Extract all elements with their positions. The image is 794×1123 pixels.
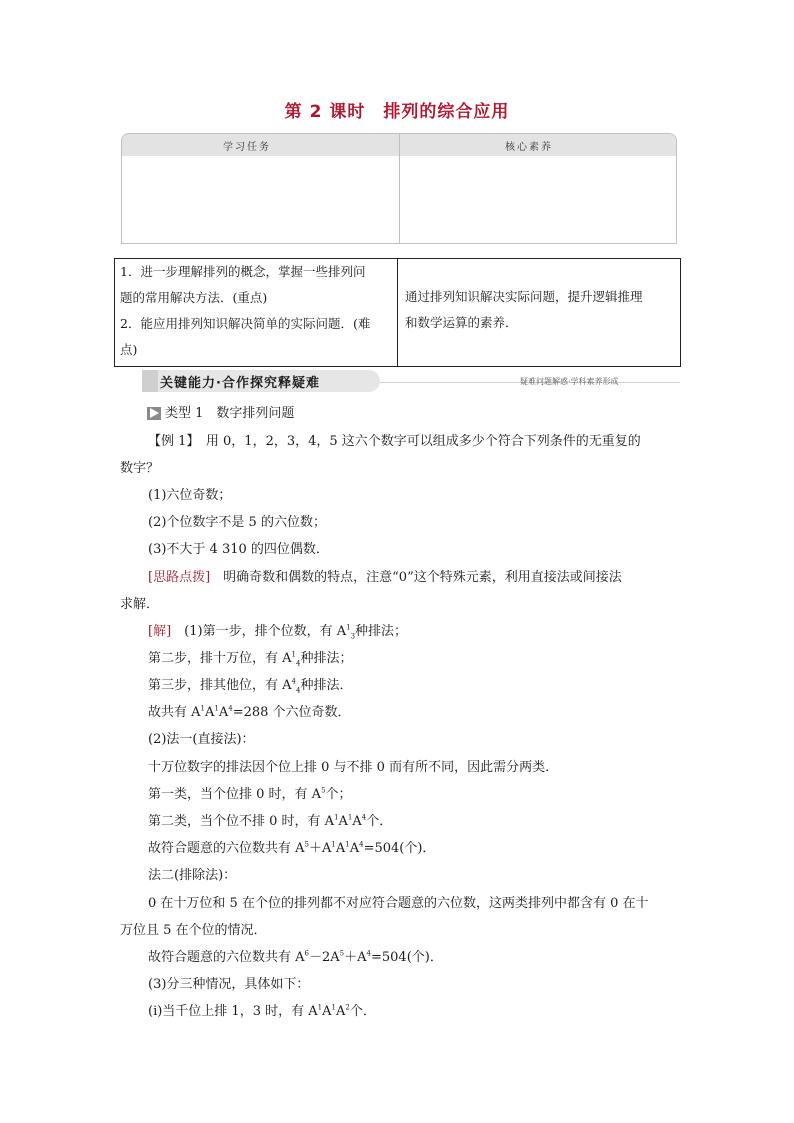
- superscript: 1: [317, 1003, 323, 1012]
- solution-text: =504(个)．: [371, 950, 443, 965]
- example-line: [148, 430, 641, 449]
- type-heading: [147, 402, 294, 421]
- goal-left-line: 点): [120, 342, 138, 357]
- superscript: 1: [347, 813, 353, 822]
- solution-text: 第二步，排十万位，有 A: [148, 651, 292, 666]
- header-col-core-literacy: 核心素养: [505, 142, 553, 153]
- solution-text: 个．: [366, 814, 393, 829]
- solution-line: 故符合题意的六位数共有 $A^6-2A^5+A^4=504$(个)．: [148, 949, 443, 965]
- solution-line: (2)法一(直接法)：: [148, 732, 255, 747]
- question-3: (3)不大于 4 310 的四位偶数．: [148, 542, 329, 557]
- solution-text: 第一类，当个位排 0 时，有 A: [148, 787, 322, 802]
- solution-line: [148, 783, 352, 802]
- solution-line: 万位且 5 在个位的情况．: [120, 923, 267, 938]
- superscript: 4: [228, 704, 233, 713]
- banner-tab: [142, 370, 158, 392]
- subscript: 3: [350, 632, 356, 641]
- goal-left-line: 题的常用解决方法．(重点): [120, 290, 268, 305]
- solution-line: [148, 647, 352, 668]
- goal-left-line: 2．能应用排列知识解决简单的实际问题．(难: [120, 316, 371, 331]
- superscript: 1: [200, 704, 205, 713]
- page-title: 第 2 课时 排列的综合应用: [284, 102, 510, 122]
- hint-text: 明确奇数和偶数的特点，注意“0”这个特殊元素，利用直接法或间接法: [210, 570, 622, 585]
- hint-line: [148, 566, 622, 585]
- superscript: 1: [331, 1003, 336, 1012]
- superscript: 4: [291, 677, 296, 686]
- column-divider: [397, 259, 398, 366]
- solution-line: [148, 674, 352, 695]
- header-table: [121, 133, 677, 244]
- solution-text: (ⅰ)当千位上排 1，3 时，有 A: [148, 1004, 318, 1019]
- subscript: 4: [296, 659, 301, 668]
- superscript: 6: [304, 949, 309, 958]
- superscript: 1: [334, 813, 339, 822]
- solution-line: 0 在十万位和 5 在个位的排列都不对应符合题意的六位数，这两类排列中都含有 0 在十: [148, 896, 649, 911]
- example-text: 用 0，1，2，3，4，5 这六个数字可以组成多少个符合下列条件的无重复的: [192, 434, 641, 449]
- solution-line: (3)分三种情况，具体如下：: [148, 977, 310, 992]
- solution-line: 故符合题意的六位数共有 $A^5+A^1A^1A^4=504$(个)．: [148, 840, 436, 856]
- solution-text: =288 个六位奇数．: [232, 705, 351, 720]
- solution-text: 故符合题意的六位数共有 A: [148, 950, 305, 965]
- goals-table: [114, 258, 681, 367]
- solution-line: [148, 620, 407, 641]
- superscript: 2: [345, 1003, 350, 1012]
- solution-text: 种排法．: [300, 678, 353, 693]
- hint-line: 求解．: [120, 597, 160, 612]
- example-tag: 【例 1】: [148, 434, 193, 449]
- superscript: 1: [214, 704, 219, 713]
- solution-line: 法二(排除法)：: [148, 868, 237, 883]
- solution-text: 个．: [349, 1004, 376, 1019]
- question-1: (1)六位奇数；: [148, 488, 232, 503]
- superscript: 5: [304, 840, 309, 849]
- goal-right-line: 和数学运算的素养．: [405, 315, 518, 330]
- solution-line: 第二类，当个位不排 0 时，有 $A^1A^1A^4$个．: [148, 813, 393, 829]
- solution-tag: [解]: [148, 624, 172, 639]
- solution-text: (1)第一步，排个位数，有 A: [171, 624, 347, 639]
- solution-text: 第二类，当个位不排 0 时，有 A: [148, 814, 335, 829]
- superscript: 5: [321, 786, 326, 795]
- question-2: (2)个位数字不是 5 的六位数；: [148, 515, 326, 530]
- solution-text: =504(个)．: [363, 841, 436, 856]
- hint-tag: [思路点拨]: [148, 570, 211, 585]
- solution-text: 种排法；: [355, 624, 408, 639]
- solution-text: 个；: [325, 787, 352, 802]
- section-title: 关键能力·合作探究释疑难: [160, 376, 320, 391]
- solution-line: 十万位数字的排法因个位上排 0 与不排 0 而有所不同，因此需分两类．: [148, 760, 559, 775]
- solution-line: 故共有 $A^1A^1A^4=288$ 个六位奇数．: [148, 704, 351, 720]
- superscript: 5: [339, 949, 345, 958]
- solution-text: 故共有 A: [148, 705, 201, 720]
- solution-text: 第三步，排其他位，有 A: [148, 678, 292, 693]
- section-subtitle: 疑难问题解惑·学科素养形成: [520, 377, 619, 386]
- example-line: 数字？: [120, 461, 160, 476]
- superscript: 4: [366, 949, 371, 958]
- solution-text: 种排法；: [300, 651, 353, 666]
- superscript: 4: [359, 840, 364, 849]
- subscript: 4: [296, 686, 301, 695]
- goal-right-line: 通过排列知识解决实际问题，提升逻辑推理: [405, 289, 643, 304]
- superscript: 1: [346, 623, 351, 632]
- superscript: 1: [345, 840, 350, 849]
- goal-left-line: 1．进一步理解排列的概念，掌握一些排列问: [120, 264, 366, 279]
- header-col-learning-task: 学习任务: [223, 142, 271, 153]
- superscript: 1: [291, 650, 296, 659]
- type-label: 类型 1 数字排列问题: [165, 406, 295, 421]
- solution-line: (ⅰ)当千位上排 1，3 时，有 $A^1A^1A^2$个．: [148, 1003, 376, 1019]
- play-icon: [147, 407, 161, 420]
- solution-text: 故符合题意的六位数共有 A: [148, 841, 305, 856]
- superscript: 4: [361, 813, 367, 822]
- column-divider: [399, 134, 400, 243]
- superscript: 1: [331, 840, 336, 849]
